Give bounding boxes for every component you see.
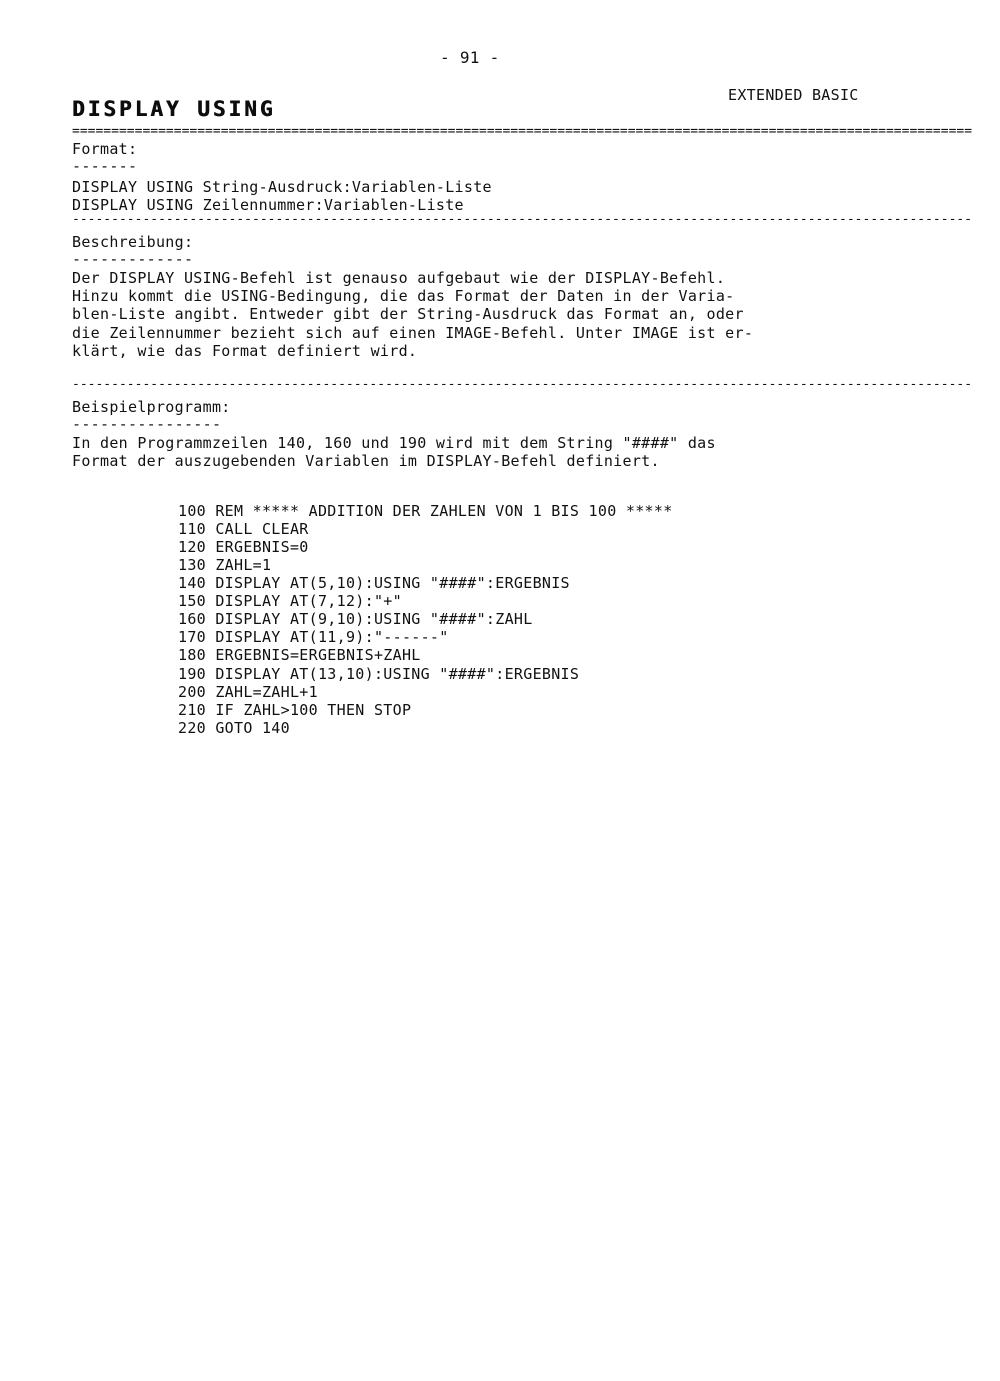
description-line: klärt, wie das Format definiert wird.: [72, 342, 418, 360]
separator-rule: -------------------------------------------------------------------------------------------------------------------: [72, 212, 973, 227]
code-line: 140 DISPLAY AT(5,10):USING "####":ERGEBNIS: [178, 574, 570, 592]
description-line: die Zeilennummer bezieht sich auf einen IMAGE-Befehl. Unter IMAGE ist er-: [72, 324, 754, 342]
page-number: - 91 -: [440, 48, 500, 67]
section-title: DISPLAY USING: [72, 97, 276, 121]
description-line: blen-Liste angibt. Entweder gibt der String-Ausdruck das Format an, oder: [72, 305, 744, 323]
code-line: 170 DISPLAY AT(11,9):"------": [178, 628, 449, 646]
code-line: 120 ERGEBNIS=0: [178, 538, 309, 556]
format-line: DISPLAY USING String-Ausdruck:Variablen-Liste: [72, 178, 492, 196]
code-line: 180 ERGEBNIS=ERGEBNIS+ZAHL: [178, 646, 421, 664]
example-underline: ----------------: [72, 415, 222, 433]
double-rule: ===================================================================================================================: [72, 124, 973, 139]
description-underline: -------------: [72, 250, 194, 268]
example-intro-line: Format der auszugebenden Variablen im DISPLAY-Befehl definiert.: [72, 452, 660, 470]
code-line: 130 ZAHL=1: [178, 556, 272, 574]
code-line: 110 CALL CLEAR: [178, 520, 309, 538]
running-header: EXTENDED BASIC: [728, 86, 859, 104]
description-line: Hinzu kommt die USING-Bedingung, die das Format der Daten in der Varia-: [72, 287, 735, 305]
description-label: Beschreibung:: [72, 233, 194, 251]
code-line: 220 GOTO 140: [178, 719, 290, 737]
code-line: 160 DISPLAY AT(9,10):USING "####":ZAHL: [178, 610, 533, 628]
description-line: Der DISPLAY USING-Befehl ist genauso aufgebaut wie der DISPLAY-Befehl.: [72, 269, 726, 287]
code-line: 150 DISPLAY AT(7,12):"+": [178, 592, 402, 610]
separator-rule: -------------------------------------------------------------------------------------------------------------------: [72, 377, 973, 392]
code-line: 210 IF ZAHL>100 THEN STOP: [178, 701, 412, 719]
code-line: 100 REM ***** ADDITION DER ZAHLEN VON 1 BIS 100 *****: [178, 502, 673, 520]
example-label: Beispielprogramm:: [72, 398, 231, 416]
format-underline: -------: [72, 157, 138, 175]
code-line: 190 DISPLAY AT(13,10):USING "####":ERGEBNIS: [178, 665, 580, 683]
code-line: 200 ZAHL=ZAHL+1: [178, 683, 318, 701]
example-intro-line: In den Programmzeilen 140, 160 und 190 wird mit dem String "####" das: [72, 434, 716, 452]
format-line: DISPLAY USING Zeilennummer:Variablen-Liste: [72, 196, 464, 214]
format-label: Format:: [72, 140, 138, 158]
